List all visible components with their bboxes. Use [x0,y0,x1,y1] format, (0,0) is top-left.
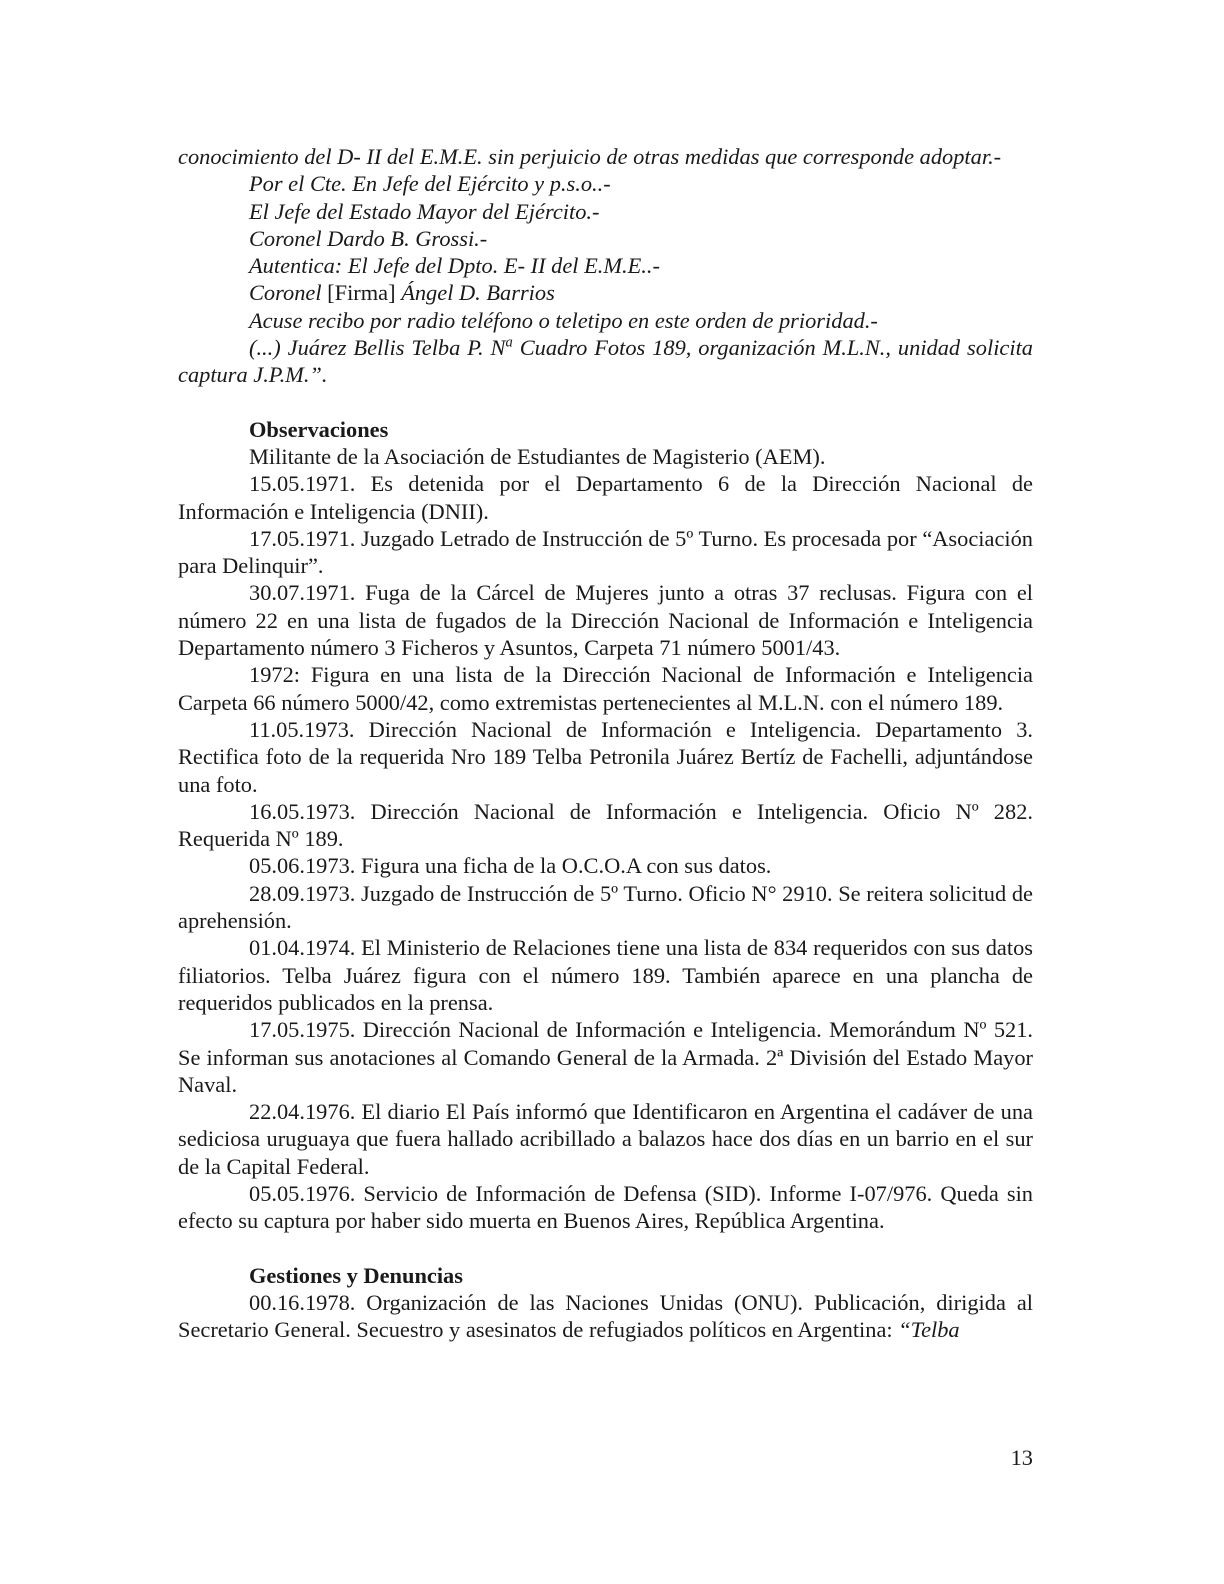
observation-paragraph: 05.05.1976. Servicio de Información de Defensa (SID). Informe I-07/976. Queda sin efecto su captura por haber sido muerta en Buenos Aires, República Argentina. [178,1180,1033,1234]
ack-line: Acuse recibo por radio teléfono o teletipo en este orden de prioridad.- [249,307,878,333]
signature-name: Ángel D. Barrios [401,280,555,306]
signature-stamp: [Firma] [327,280,396,306]
quote-opening: conocimiento del D- II del E.M.E. sin perjuicio de otras medidas que corresponde adoptar.- [178,144,1002,169]
gestiones-paragraph: 00.16.1978. Organización de las Naciones Unidas (ONU). Publicación, dirigida al Secretario General. Secuestro y asesinatos de refugiados políticos en Argentina: “Telba [178,1289,1033,1343]
observation-paragraph: 15.05.1971. Es detenida por el Departamento 6 de la Dirección Nacional de Información e Inteligencia (DNII). [178,471,1033,524]
signature-line: El Jefe del Estado Mayor del Ejército.- [249,198,600,224]
signature-rank: Coronel [249,280,322,306]
observation-paragraph: 17.05.1975. Dirección Nacional de Información e Inteligencia. Memorándum Nº 521. Se informan sus anotaciones al Comando General de la Armada. 2ª División del Estado Mayor Naval. [178,1017,1033,1097]
observation-paragraph: 1972: Figura en una lista de la Dirección Nacional de Información e Inteligencia Carpeta 66 número 5000/42, como extremistas pertenecientes al M.L.N. con el número 189. [178,662,1033,715]
page-number: 13 [1010,1445,1033,1470]
signature-line: Coronel Dardo B. Grossi.- [249,225,488,251]
section-heading-gestiones: Gestiones y Denuncias [249,1262,463,1288]
observation-paragraph: 28.09.1973. Juzgado de Instrucción de 5º Turno. Oficio N° 2910. Se reitera solicitud de aprehensión. [178,880,1033,934]
signature-line-signed [178,279,1033,306]
observation-paragraph: 11.05.1973. Dirección Nacional de Información e Inteligencia. Departamento 3. Rectifica foto de la requerida Nro 189 Telba Petronila Juárez Bertíz de Fachelli, adjuntándose una foto. [178,716,1033,797]
signature-line: Autentica: El Jefe del Dpto. E- II del E.M.E..- [249,253,660,279]
signature-line: Por el Cte. En Jefe del Ejército y p.s.o..- [249,171,611,197]
observation-paragraph: 16.05.1973. Dirección Nacional de Información e Inteligencia. Oficio Nº 282. Requerida Nº 189. [178,798,1033,852]
observation-paragraph: 22.04.1976. El diario El País informó que Identificaron en Argentina el cadáver de una sediciosa uruguaya que fuera hallado acribillado a balazos hace dos días en un barrio en el sur de la Capital Federal. [178,1099,1033,1179]
observation-paragraph: 30.07.1971. Fuga de la Cárcel de Mujeres junto a otras 37 reclusas. Figura con el número 22 en una lista de fugados de la Dirección Nacional de Información e Inteligencia Departamento número 3 Ficheros y Asuntos, Carpeta 71 número 5001/43. [178,580,1033,661]
section-heading-observaciones: Observaciones [249,416,389,442]
observation-paragraph: 01.04.1974. El Ministerio de Relaciones tiene una lista de 834 requeridos con sus datos filiatorios. Telba Juárez figura con el número 189. También aparece en una plancha de requeridos publicados en la prensa. [178,935,1033,1015]
observation-paragraph: 05.06.1973. Figura una ficha de la O.C.O.A con sus datos. [249,853,772,879]
quote-closing: (...) Juárez Bellis Telba P. $N^a$ Cuadro Fotos 189, organización M.L.N., unidad solicita captura J.P.M.”. [178,334,1033,388]
observation-paragraph: 17.05.1971. Juzgado Letrado de Instrucción de 5º Turno. Es procesada por “Asociación para Delinquir”. [178,525,1033,579]
observation-paragraph: Militante de la Asociación de Estudiantes de Magisterio (AEM). [249,443,826,469]
document-body [178,143,1033,1343]
